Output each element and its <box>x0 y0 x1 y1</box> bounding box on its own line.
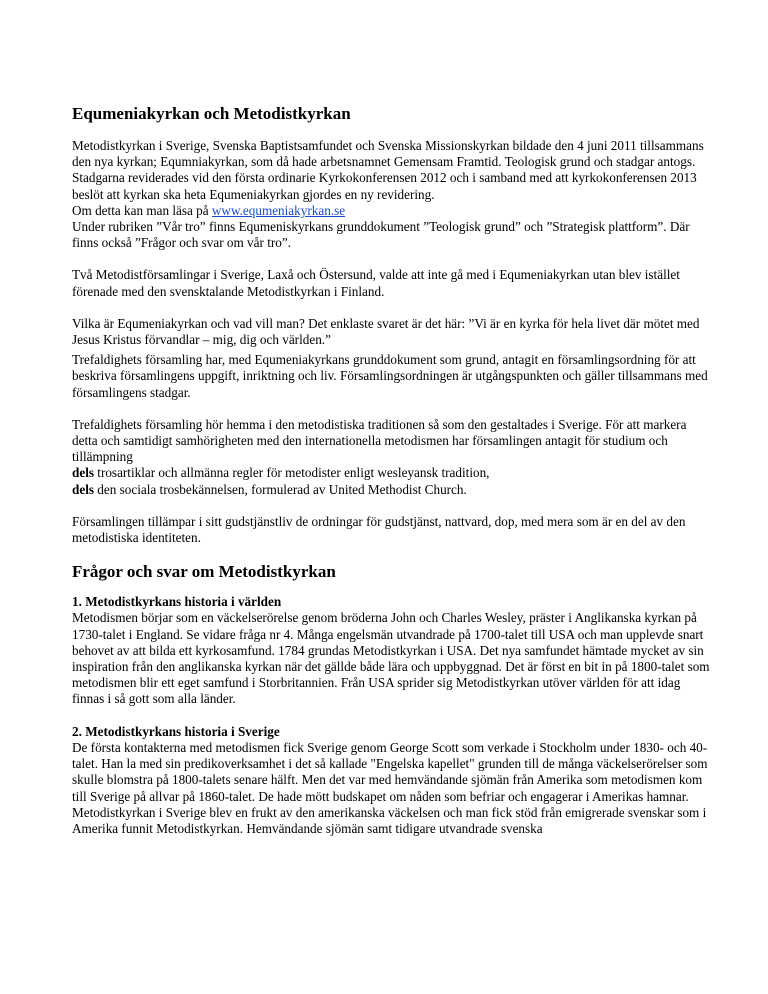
paragraph: Församlingen tillämpar i sitt gudstjänstliv de ordningar för gudstjänst, nattvard, dop, med mera som är en del av den metodistiska identiteten. <box>72 513 686 546</box>
paragraph: Trefaldighets församling hör hemma i den metodistiska traditionen så som den gestaltades i Sverige. För att markera detta och samtidigt samhörigheten med den internationella metodismen har församlingen antagit för studium och tillämpning <box>72 416 687 465</box>
list-item-text: den sociala trosbekännelsen, formulerad av United Methodist Church. <box>93 481 467 497</box>
list-item <box>72 482 712 498</box>
document-page <box>72 104 712 837</box>
paragraph: Vilka är Equmeniakyrkan och vad vill man? Det enklaste svaret är det här: ”Vi är en kyrka för hela livet där mötet med Jesus Kristus förvandlar – mig, dig och världen.” <box>72 315 700 348</box>
website-link[interactable]: www.equmeniakyrkan.se <box>211 202 346 218</box>
list-item <box>72 465 712 481</box>
paragraph: De första kontakterna med metodismen fick Sverige genom George Scott som verkade i Stockholm under 1830- och 40-talet. Han la med sin predikoverksamhet i det så kallade "Engelska kapellet" grunden till de många väckelserörelser som skulle blomstra på 1800-talets senare hälft. Men det var med hemvändande sjömän från Amerika som metodismen kom till Sverige på allvar på 1860-talet. De hade mött budskapet om nåden som befriar och engagerar i Amerikas hamnar. Metodistkyrkan i Sverige blev en frukt av den amerikanska väckelsen och man fick stöd från emigrerade svenskar som i Amerika funnit Metodistkyrkan. Hemvändande sjömän samt tidigare utvandrade svenska <box>72 739 708 836</box>
bold-label: dels <box>72 481 94 497</box>
paragraph: Metodistkyrkan i Sverige, Svenska Baptistsamfundet och Svenska Missionskyrkan bildade den 4 juni 2011 tillsammans den nya kyrkan; Equmniakyrkan, som då hade arbetsnamnet Gemensam Framtid. Teologisk grund och stadgar antogs. Stadgarna reviderades vid den första ordinarie Kyrkokonferensen 2012 och i samband med att kyrkokonferensen 2013 beslöt att kyrkan ska heta Equmeniakyrkan gjordes en ny revidering. <box>72 138 704 202</box>
question-heading: 1. Metodistkyrkans historia i världen <box>72 594 282 610</box>
section-title: Frågor och svar om Metodistkyrkan <box>72 562 336 582</box>
paragraph <box>72 203 712 219</box>
link-prefix: Om detta kan man läsa på <box>72 202 212 218</box>
bold-label: dels <box>72 465 94 481</box>
paragraph: Trefaldighets församling har, med Equmeniakyrkans grunddokument som grund, antagit en församlingsordning för att beskriva församlingens uppgift, inriktning och liv. Församlingsordningen är utgångspunkten och gäller tillsammans med församlingens stadgar. <box>72 352 708 400</box>
section-title: Equmeniakyrkan och Metodistkyrkan <box>72 104 351 123</box>
paragraph: Under rubriken ”Vår tro” finns Equmeniskyrkans grunddokument ”Teologisk grund” och ”Strategisk plattform”. Där finns också ”Frågor och svar om vår tro”. <box>72 219 690 251</box>
list-item-text: trosartiklar och allmänna regler för metodister enligt wesleyansk tradition, <box>93 465 490 481</box>
question-heading: 2. Metodistkyrkans historia i Sverige <box>72 723 280 739</box>
paragraph: Metodismen börjar som en väckelserörelse genom bröderna John och Charles Wesley, präster i Anglikanska kyrkan på 1730-talet i England. Se vidare fråga nr 4. Många engelsmän utvandrade på 1700-talet till USA och man upplevde snart behovet av att bilda ett kyrkosamfund. 1784 grundas Metodistkyrkan i USA. Det nya samfundet hämtade mycket av sin inspiration från den anglikanska kyrkan när det gällde både lära och uppbyggnad. Det är först en bit in på 1800-talet som metodismen blir ett eget samfund i Storbritannien. Från USA sprider sig Metodistkyrkan utöver världen för att idag finnas i så gott som alla länder. <box>72 610 710 707</box>
paragraph: Två Metodistförsamlingar i Sverige, Laxå och Östersund, valde att inte gå med i Equmeniakyrkan utan blev istället förenade med den svensktalande Metodistkyrkan i Finland. <box>72 267 680 299</box>
